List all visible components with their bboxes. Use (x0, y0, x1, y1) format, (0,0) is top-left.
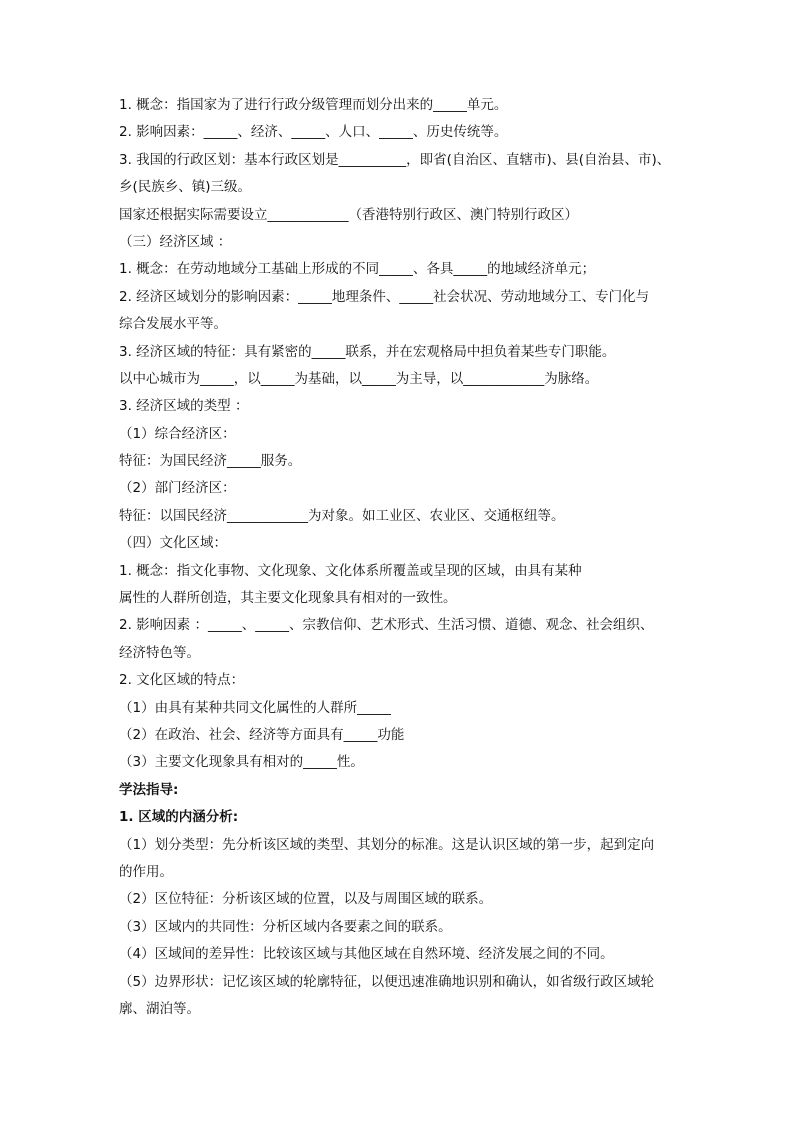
line-text: 属性的人群所创造，其主要文化现象具有相对的一致性。 (119, 590, 457, 607)
line-text: 2. 经济区域划分的影响因素：_____地理条件、_____社会状况、劳动地域分工、专门化与 (119, 288, 650, 305)
text-line (119, 640, 679, 667)
line-text: （1）由具有某种共同文化属性的人群所_____ (119, 699, 391, 716)
text-line (119, 832, 679, 859)
text-line (119, 612, 679, 639)
line-text: 以中心城市为_____，以_____为基础，以_____为主导，以____________为脉络。 (119, 370, 599, 387)
text-line (119, 969, 679, 996)
text-line (119, 585, 679, 612)
text-line (119, 92, 679, 119)
line-text: 3. 我国的行政区划：基本行政区划是__________，即省(自治区、直辖市)、县(自治县、市)、 (119, 151, 671, 168)
text-line (119, 941, 679, 968)
text-line (119, 311, 679, 338)
subsection-heading (119, 804, 679, 831)
text-line (119, 859, 679, 886)
line-text: 的作用。 (119, 863, 173, 880)
line-text: 乡(民族乡、镇)三级。 (119, 179, 252, 196)
line-text: （2）部门经济区： (119, 480, 236, 497)
line-text: （1）划分类型：先分析该区域的类型、其划分的标准。这是认识区域的第一步，起到定向 (119, 836, 655, 853)
text-line (119, 667, 679, 694)
line-text: （3）主要文化现象具有相对的_____性。 (119, 754, 364, 771)
line-text: 国家还根据实际需要设立____________（香港特别行政区、澳门特别行政区） (119, 206, 578, 223)
line-text: 经济特色等。 (119, 644, 200, 661)
text-line (119, 749, 679, 776)
line-text: 2. 文化区域的特点： (119, 672, 245, 689)
line-text: 学法指导: (119, 781, 179, 798)
document-body (119, 92, 679, 1023)
line-text: （4）区域间的差异性：比较该区域与其他区域在自然环境、经济发展之间的不同。 (119, 946, 614, 963)
text-line (119, 366, 679, 393)
line-text: 1. 概念：指文化事物、文化现象、文化体系所覆盖或呈现的区域，由具有某种 (119, 562, 582, 579)
text-line (119, 119, 679, 146)
line-text: （四）文化区域： (119, 535, 227, 552)
text-line (119, 284, 679, 311)
line-text: 廓、湖泊等。 (119, 1000, 200, 1017)
line-text: 3. 经济区域的特征：具有紧密的_____联系，并在宏观格局中担负着某些专门职能。 (119, 343, 616, 360)
line-text: 1. 概念：指国家为了进行行政分级管理而划分出来的_____单元。 (119, 97, 508, 113)
text-line (119, 503, 679, 530)
line-text: 综合发展水平等。 (119, 316, 227, 333)
text-line (119, 722, 679, 749)
line-text: （2）区位特征：分析该区域的位置，以及与周围区域的联系。 (119, 891, 493, 908)
section-heading (119, 530, 679, 557)
text-line (119, 393, 679, 420)
text-line (119, 339, 679, 366)
line-text: 特征：以国民经济____________为对象。如工业区、农业区、交通枢纽等。 (119, 507, 565, 524)
line-text: 1. 概念：在劳动地域分工基础上形成的不同_____、各具_____的地域经济单元； (119, 261, 596, 278)
text-line (119, 996, 679, 1023)
section-heading (119, 229, 679, 256)
text-line (119, 256, 679, 283)
text-line (119, 475, 679, 502)
text-line (119, 914, 679, 941)
line-text: （三）经济区域 ： (119, 233, 232, 250)
line-text: 2. 影响因素 ：_____、_____、宗教信仰、艺术形式、生活习惯、道德、观念、社会组织、 (119, 617, 654, 634)
text-line (119, 147, 679, 174)
line-text: （1）综合经济区： (119, 425, 236, 442)
line-text: 特征：为国民经济_____服务。 (119, 453, 302, 470)
line-text: 3. 经济区域的类型 ： (119, 398, 249, 415)
text-line (119, 695, 679, 722)
line-text: （5）边界形状：记忆该区域的轮廓特征，以便迅速准确地识别和确认，如省级行政区域轮 (119, 973, 655, 990)
line-text: （3）区域内的共同性：分析区域内各要素之间的联系。 (119, 918, 452, 935)
line-text: 2. 影响因素：_____、经济、_____、人口、_____、历史传统等。 (119, 124, 508, 141)
text-line (119, 886, 679, 913)
text-line (119, 421, 679, 448)
guidance-heading (119, 777, 679, 804)
text-line (119, 202, 679, 229)
line-text: （2）在政治、社会、经济等方面具有_____功能 (119, 726, 405, 743)
line-text: 1. 区域的内涵分析: (119, 809, 239, 826)
text-line (119, 558, 679, 585)
text-line (119, 174, 679, 201)
text-line (119, 448, 679, 475)
